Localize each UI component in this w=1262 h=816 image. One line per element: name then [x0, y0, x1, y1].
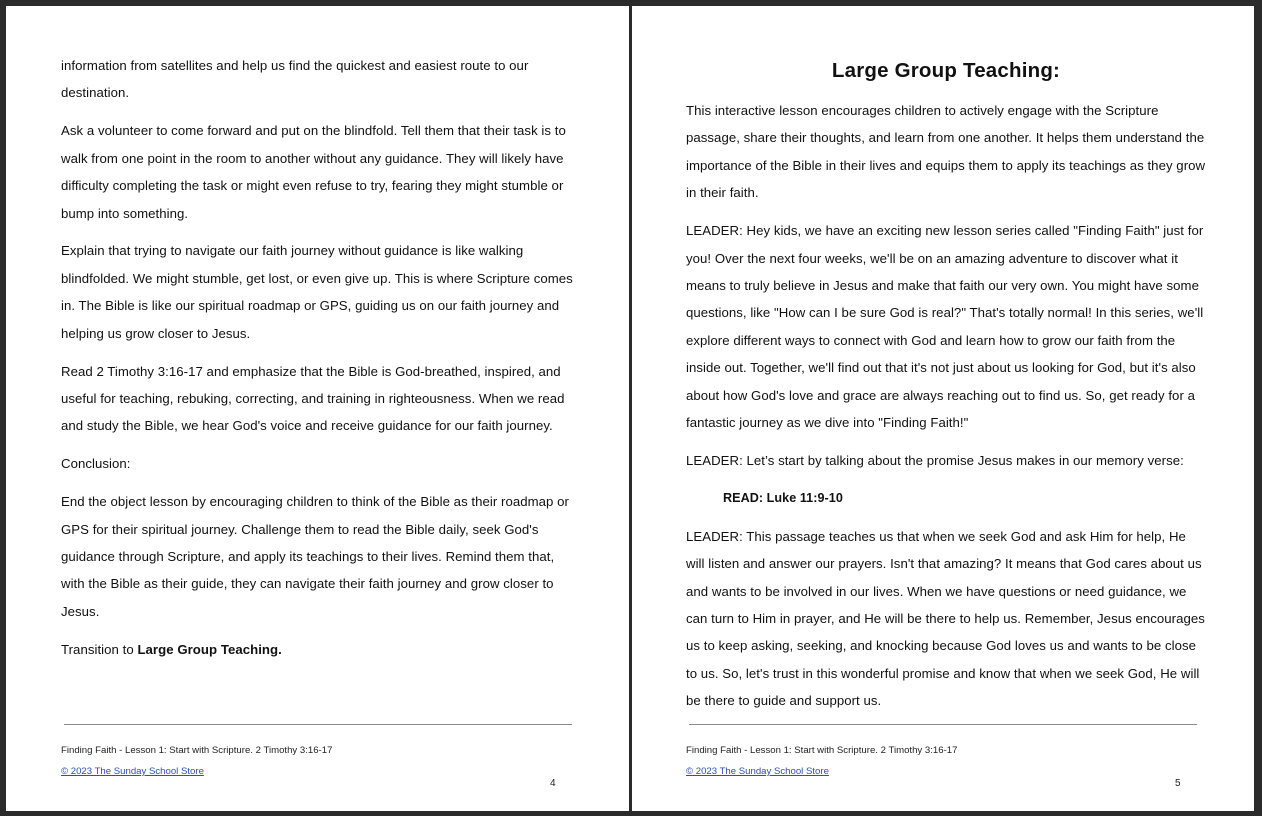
footer-divider	[64, 724, 572, 725]
page-number: 5	[1175, 778, 1181, 789]
paragraph-leader-explanation: LEADER: This passage teaches us that when we seek God and ask Him for help, He will listen and answer our prayers. Isn't that amazing? It means that God cares about us and wants to be involved in our lives. When we have questions or need guidance, we can turn to Him in prayer, and He will be there to help us. Remember, Jesus encourages us to keep asking, seeking, and knocking because God loves us and wants to be close to us. So, let's trust in this wonderful promise and know that when we seek God, He will be there to guide and support us.	[686, 528, 1205, 709]
paragraph-lesson-intro: This interactive lesson encourages children to actively engage with the Scripture passage, share their thoughts, and learn from one another. It helps them understand the importance of the Bible in their lives and equips them to apply its teachings as they grow in their faith.	[686, 103, 1206, 201]
transition-target: Large Group Teaching.	[137, 641, 282, 657]
paragraph-gps-intro: information from satellites and help us find the quickest and easiest route to our destination.	[61, 58, 529, 101]
scripture-reference: READ: Luke 11:9-10	[723, 490, 843, 505]
document-page-5	[632, 6, 1254, 811]
section-title: Large Group Teaching:	[831, 59, 1061, 82]
paragraph-volunteer: Ask a volunteer to come forward and put on the blindfold. Tell them that their task is to walk from one point in the room to another without any guidance. They will likely have difficulty completing the task or might even refuse to try, fearing they might stumble or bump into something.	[61, 123, 566, 221]
footer-lesson-title: Finding Faith - Lesson 1: Start with Scripture. 2 Timothy 3:16-17	[686, 745, 958, 756]
paragraph-explain: Explain that trying to navigate our faith journey without guidance is like walking blindfolded. We might stumble, get lost, or even give up. This is where Scripture comes in. The Bible is like our spiritual roadmap or GPS, guiding us on our faith journey and helping us grow closer to Jesus.	[61, 243, 573, 341]
page-body	[686, 56, 1206, 725]
copyright-link[interactable]: © 2023 The Sunday School Store	[61, 766, 204, 777]
transition-prefix: Transition to	[61, 641, 138, 657]
paragraph-leader-welcome: LEADER: Hey kids, we have an exciting new lesson series called "Finding Faith" just for you! Over the next four weeks, we'll be on an amazing adventure to discover what it means to truly believe in Jesus and make that faith our very own. You might have some questions, like "How can I be sure God is real?" That's totally normal! In this series, we'll explore different ways to connect with God and learn how to grow our faith from the inside out. Together, we'll find out that it's not just about us looking for God, but it's also about how God's love and grace are always reaching out to find us. So, get ready for a fantastic journey as we dive into "Finding Faith!"	[686, 223, 1204, 430]
paragraph-leader-memory-verse: LEADER: Let’s start by talking about the promise Jesus makes in our memory verse:	[686, 452, 1184, 468]
page-body	[61, 52, 581, 674]
conclusion-heading: Conclusion:	[61, 456, 131, 472]
footer-lesson-title: Finding Faith - Lesson 1: Start with Scripture. 2 Timothy 3:16-17	[61, 745, 333, 756]
footer-divider	[689, 724, 1197, 725]
paragraph-read-timothy: Read 2 Timothy 3:16-17 and emphasize that the Bible is God-breathed, inspired, and useful for teaching, rebuking, correcting, and training in righteousness. When we read and study the Bible, we hear God's voice and receive guidance for our faith journey.	[61, 363, 565, 434]
document-page-4	[6, 6, 629, 811]
copyright-link[interactable]: © 2023 The Sunday School Store	[686, 766, 829, 777]
paragraph-conclusion: End the object lesson by encouraging children to think of the Bible as their roadmap or GPS for their spiritual journey. Challenge them to read the Bible daily, seek God's guidance through Scripture, and apply its teachings to their lives. Remind them that, with the Bible as their guide, they can navigate their faith journey and grow closer to Jesus.	[61, 494, 569, 619]
transition-line	[61, 636, 581, 663]
page-number: 4	[550, 778, 556, 789]
